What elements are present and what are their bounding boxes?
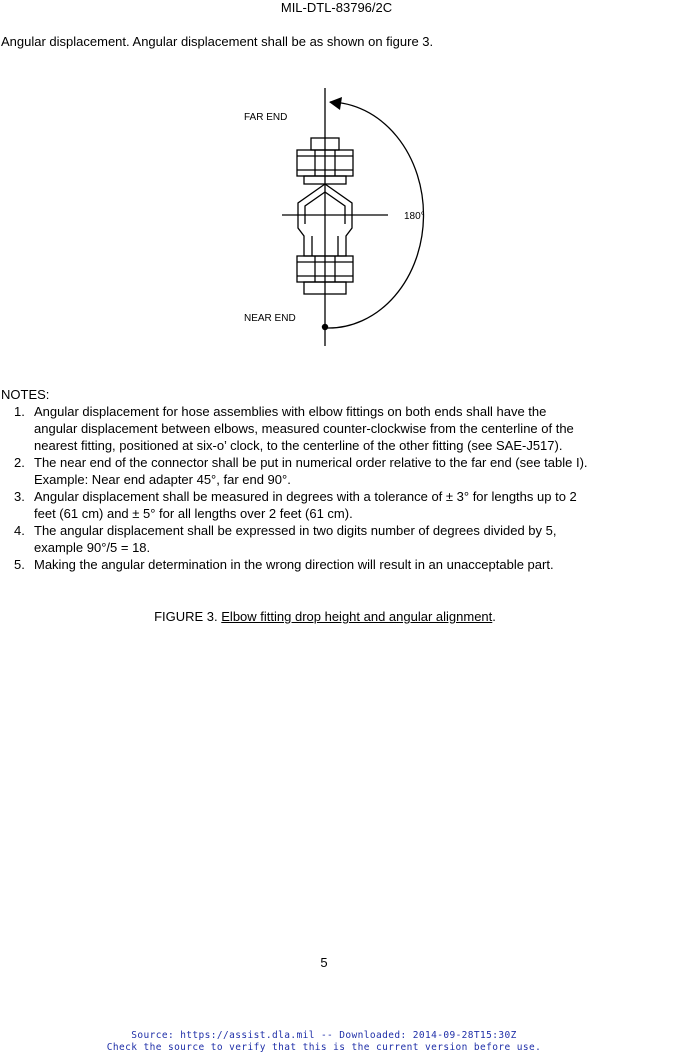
source-line: Source: https://assist.dla.mil -- Downloaded: 2014-09-28T15:30Z bbox=[131, 1030, 517, 1041]
note-number: 1. bbox=[14, 404, 25, 419]
angle-label: 180° bbox=[404, 211, 425, 222]
caption-title: Elbow fitting drop height and angular alignment bbox=[221, 609, 493, 624]
note-item bbox=[0, 403, 673, 454]
note-line: Angular displacement for hose assemblies with elbow fittings on both ends shall have the bbox=[34, 404, 547, 419]
figure-caption bbox=[0, 609, 650, 625]
note-line: The near end of the connector shall be put in numerical order relative to the far end (see table I). bbox=[34, 455, 588, 470]
verify-line: Check the source to verify that this is the current version before use. bbox=[106, 1042, 542, 1053]
note-item bbox=[0, 522, 673, 556]
note-line: angular displacement between elbows, measured counter-clockwise from the centerline of the bbox=[34, 421, 574, 436]
document-id: MIL-DTL-83796/2C bbox=[280, 0, 393, 15]
note-line: feet (61 cm) and ± 5° for all lengths over 2 feet (61 cm). bbox=[34, 506, 353, 521]
figure-3-diagram bbox=[230, 78, 460, 358]
caption-suffix: . bbox=[492, 609, 496, 624]
note-line: example 90°/5 = 18. bbox=[34, 540, 151, 555]
note-line: Angular displacement shall be measured in degrees with a tolerance of ± 3° for lengths up to 2 bbox=[34, 489, 577, 504]
near-end-label: NEAR END bbox=[244, 313, 296, 324]
note-number: 5. bbox=[14, 557, 25, 572]
note-line: Example: Near end adapter 45°, far end 90°. bbox=[34, 472, 291, 487]
near-end-dot bbox=[322, 324, 328, 330]
note-item bbox=[0, 454, 673, 488]
source-footer bbox=[0, 1030, 648, 1054]
note-line: Making the angular determination in the wrong direction will result in an unacceptable part. bbox=[34, 557, 554, 572]
intro-paragraph: Angular displacement. Angular displacement shall be as shown on figure 3. bbox=[1, 34, 434, 49]
note-line: nearest fitting, positioned at six-o’ clock, to the centerline of the other fitting (see SAE-J517). bbox=[34, 438, 563, 453]
arc-arrowhead bbox=[329, 97, 342, 110]
note-line: The angular displacement shall be expressed in two digits number of degrees divided by 5, bbox=[34, 523, 557, 538]
note-item bbox=[0, 556, 673, 573]
note-number: 2. bbox=[14, 455, 25, 470]
caption-prefix: FIGURE 3. bbox=[154, 609, 222, 624]
note-item bbox=[0, 488, 673, 522]
notes-heading: NOTES: bbox=[1, 387, 50, 402]
note-number: 4. bbox=[14, 523, 25, 538]
notes-list bbox=[0, 403, 673, 573]
note-number: 3. bbox=[14, 489, 25, 504]
far-end-label: FAR END bbox=[244, 112, 288, 123]
page-number: 5 bbox=[320, 955, 328, 970]
